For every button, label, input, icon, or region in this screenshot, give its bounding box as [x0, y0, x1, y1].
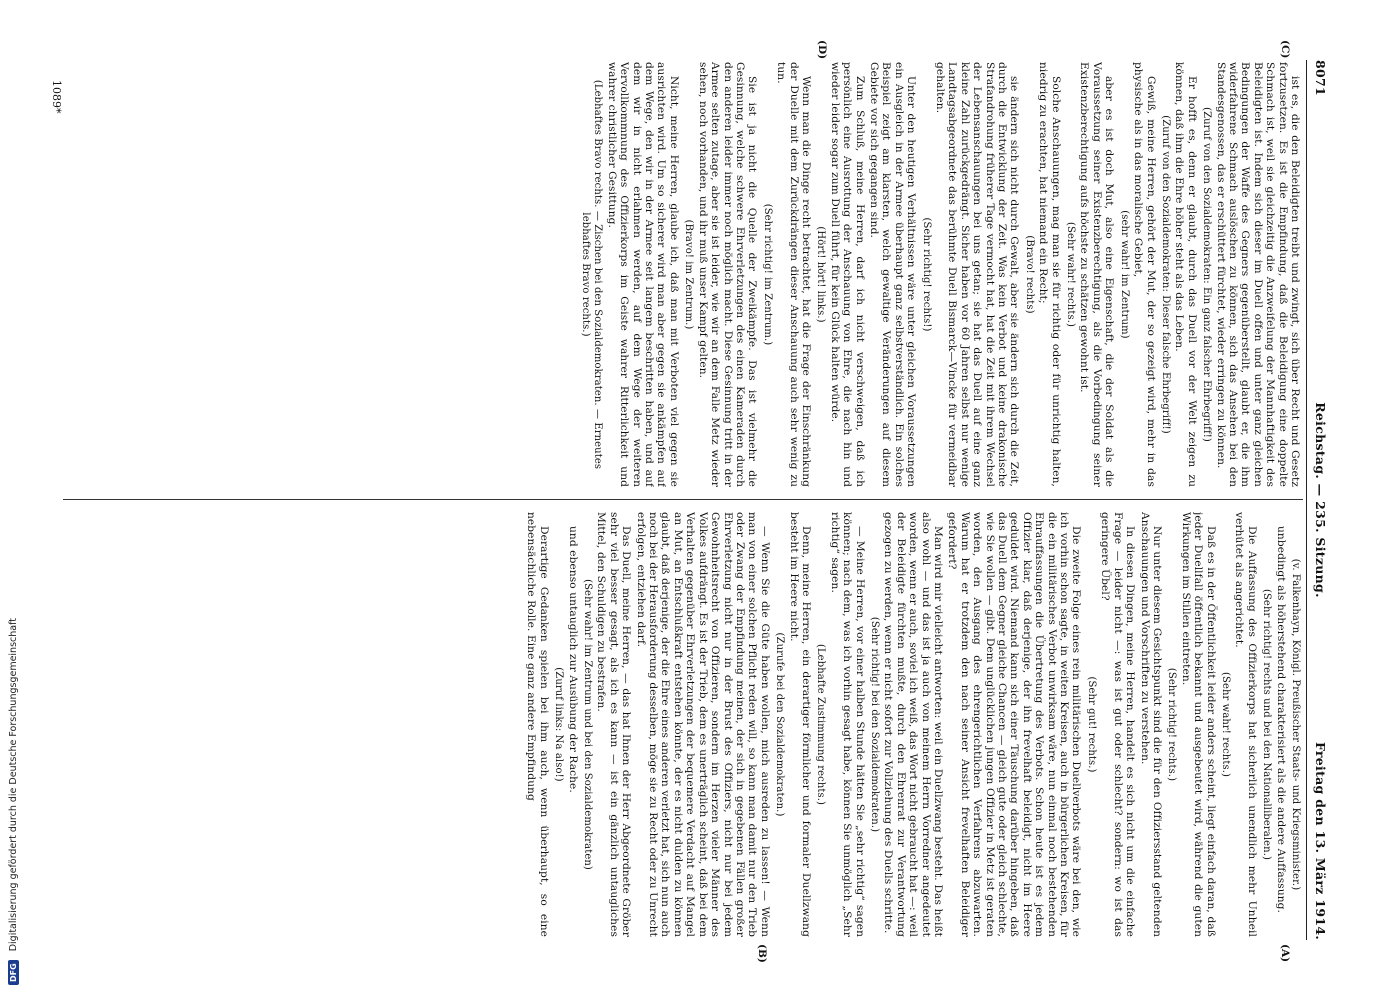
paragraph: Nicht, meine Herren, glaube ich, daß man mit Verboten viel gegen sie ausrichten wird. Um so sicherer wird man aber gegen sie ankämpfen auf dem Wege, den wir in der Armee seit langem beschritten haben, und auf dem wir in nicht erlahmen werden, auf dem Wege der weiteren Vervollkommnung des Offizierkorps im Geiste wahrer Ritterlichkeit und wahrer christlicher Gesittung.: [605, 62, 680, 487]
paragraph: ist es, die den Beleidigten treibt und zwingt, sich über Recht und Gesetz fortzusetzen. Es ist die Empfindung, daß die Beleidigung eine doppelte Schmach ist, weil sie gleichzeitig die Anzweifelung der Mannhaftigkeit des Beleidigten ist. Indem sich dieser im Duell offen und unter ganz gleichen Bedingungen der Waffe des Gegners gegenüberstellt, glaubt er, die ihm widerfahrene Schmach auslöschen zu können, sich das Ansehen bei den Standesgenossen, das er erschüttert fürchtet, wieder erringen zu können.: [1214, 62, 1301, 487]
dfg-logo: DFG: [8, 960, 19, 985]
paragraph: unbedingt als höherstehend charakterisiert als die andere Auffassung.: [1274, 526, 1287, 914]
paragraph: (Sehr richtig! rechts.): [1166, 667, 1178, 782]
paragraph: Solche Anschauungen, mag man sie für richtig oder für unrichtig halten, niedrig zu erachten, hat niemand ein Recht;: [1037, 62, 1062, 487]
margin-letter-d: (D): [816, 40, 828, 60]
paragraph: Derartige Gedanken spielen bei ihm auch, wenn überhaupt, so eine nebensächliche Rolle. Eine ganz andere Empfindung: [525, 512, 550, 937]
paragraph: (Zuruf von den Sozialdemokraten: Dieser falsche Ehrbegriff!): [1159, 115, 1171, 434]
paragraph: (Zuruf links: Na also!): [553, 667, 565, 782]
text-column-right: [71, 512, 1301, 937]
paragraph: (Hört! hört! links.): [815, 226, 827, 323]
paragraph: Sie ist ja nicht die Quelle der Zweikämpfe. Das ist vielmehr die Gesinnung, welche schwere Ehrverletzungen des einen Kameraden durch den anderen leider immer noch möglich macht. Diese Gesinnung tritt in der Armee selten zutage, aber sie ist leider, wie wir an dem Falle Metz wieder sehen, noch vorhanden, und ihr muß unser Kampf gelten.: [696, 62, 759, 487]
credit-text: Digitalisierung gefördert durch die Deutsche Forschungsgemeinschaft: [8, 617, 19, 952]
paragraph: (Lebhafte Zustimmung rechts.): [815, 643, 827, 806]
paragraph: aber es ist doch Mut, also eine Eigenschaft, die der Soldat als die Voraussetzung seiner Existenzberechtigung, als die Vorbedingung seiner Existenzberechtigung aufs höchste zu schätzen gewohnt ist.: [1078, 62, 1116, 487]
margin-letter-b: (B): [756, 944, 768, 963]
paragraph: Gewiß, meine Herren, gehört der Mut, der so gezeigt wird, mehr in das physische als in das moralische Gebiet,: [1132, 62, 1157, 487]
margin-letter-c: (C): [1279, 40, 1291, 59]
page-number: 8071: [1313, 60, 1328, 96]
paragraph: Die Auffassung des Offizierkorps hat sicherlich unendlich mehr Unheil verhütet als angerichtet.: [1233, 512, 1258, 937]
margin-letter-a: (A): [1279, 944, 1291, 963]
paragraph: (Lebhaftes Bravo rechts. — Zischen bei den Sozialdemokraten. — Erneutes lebhaftes Bravo rechts.): [580, 79, 604, 470]
paragraph: (Bravo! rechts): [1023, 235, 1035, 314]
paragraph: (Sehr richtig! im Zentrum.): [761, 203, 773, 346]
paragraph: (Bravo! im Zentrum.): [683, 219, 695, 330]
paragraph: Daß es in der Öffentlichkeit leider anders scheint, liegt einfach daran, daß jeder Duellfall öffentlich bekannt und ausgebeutet wird, während die guten Wirkungen im Stillen eintreten.: [1179, 512, 1217, 937]
paragraph: Denn, meine Herren, ein derartiger förmlicher und formaler Duellzwang besteht im Heere nicht.: [787, 512, 812, 937]
paragraph: — Wenn Sie die Güte haben wollen, mich ausreden zu lassen! — Wenn man von einer solchen Pflicht reden will, so kann man damit nur den Trieb oder Zwang der Empfindung meinen, der sich in gegebenen Fällen großer Ehrverletzung nicht nur in der Brust des Offiziers, nicht nur bei jedem Gewohnheitsrecht von Offizieren, sondern im Herzen vieler Männer des Volkes aufdrängt. Es ist der Trieb, dem es unerträglich scheint, daß bei dem Verhalten gegenüber Ehrverletzungen der bequemere Verdacht auf Mangel an Mut, an Entschlußkraft entstehen könnte, der es nicht dulden zu können glaubt, daß derjenige, der die Ehre eines anderen verletzt hat, sich nun auch noch bei der Herausforderung desselben, möge sie zu Recht oder zu Unrecht erfolgen, entziehen darf.: [634, 512, 771, 937]
text-column-left: [71, 62, 1301, 487]
column-divider: [63, 499, 1303, 500]
header-date: Freitag den 13. März 1914.: [1313, 741, 1328, 940]
paragraph: Wenn man die Dinge recht betrachtet, hat die Frage der Einschränkung der Duelle mit dem Zurückdrängen dieser Anschauung auch sehr wenig zu tun.: [775, 62, 812, 487]
header-rule: [1306, 60, 1307, 940]
paragraph: (Sehr richtig! rechts und bei den Nationalliberalen.): [1261, 588, 1273, 860]
paragraph: (Sehr wahr! rechts.): [1065, 222, 1077, 327]
paragraph: (v. Falkenhayn, Königl. Preußischer Staats- und Kriegsminister.): [1290, 558, 1301, 891]
paragraph: (Sehr gut! rechts.): [1085, 676, 1097, 773]
paragraph: sie ändern sich nicht durch Gewalt, aber sie ändern sich durch die Zeit, durch die Entwicklung der Zeit. Was kein Verbot und keine drakonische Strafandrohung früherer Tage vermocht hat, hat die Zeit mit ihrem Wechsel der Lebensanschauungen bei uns getan; sie hat das Duell auf eine ganz kleine Zahl zurückgedrängt. Sicher haben vor 60 Jahren selbst nur wenige Landtagsabgeordnete das berühmte Duell Bismarck—Vincke für vermeidbar gehalten.: [934, 62, 1021, 487]
paragraph: (Sehr wahr! rechts.): [1219, 672, 1231, 777]
paragraph: (Sehr richtig! bei den Sozialdemokraten.): [869, 616, 880, 833]
paragraph: Nur unter diesem Gesichtspunkt sind die für den Offiziersstand geltenden Anschauungen und Vorschriften zu verstehen.: [1138, 512, 1163, 937]
paragraph: — Meine Herren, vor einer halben Stunde hätten Sie „sehr richtig“ sagen können; nach dem, was ich vorhin gesagt habe, können Sie unmöglich „Sehr richtig“ sagen.: [828, 512, 866, 937]
paragraph: Zum Schluß, meine Herren, darf ich nicht verschweigen, daß ich persönlich eine Ausrottung der Anschauung von Ehre, die nach hin und wieder leider sogar zum Duell führt, für kein Glück halten würde.: [828, 62, 866, 487]
header-title: Reichstag. — 235. Sitzung.: [1313, 402, 1328, 598]
page-header: [1310, 60, 1328, 940]
footer-number: 1089*: [50, 80, 63, 114]
paragraph: Das Duell, meine Herren, — das hat Ihnen der Herr Abgeordnete Gröber sehr viel besser gesagt, als ich es kann — ist ein gänzlich untaugliches Mittel, den Schuldigen zu bestrafen.: [595, 512, 633, 937]
paragraph: und ebenso untauglich zur Ausübung der Rache.: [566, 526, 579, 793]
digitization-credit: [8, 0, 22, 985]
paragraph: (Zurufe bei den Sozialdemokraten.): [774, 632, 786, 817]
paragraph: (Zuruf von den Sozialdemokraten: Ein ganz falscher Ehrbegriff!): [1201, 107, 1213, 442]
paragraph: (sehr wahr! im Zentrum): [1118, 210, 1130, 339]
paragraph: Unter den heutigen Verhältnissen wäre unter gleichen Voraussetzungen ein Ausgleich in der Armee überhaupt ganz selbstverständlich. Ein solches Beispiel zeigt am klarsten, welch gewaltige Veränderungen auf diesem Gebiete vor sich gegangen sind.: [868, 62, 918, 487]
paragraph: Die zweite Folge eines rein militärischen Duellverbots wäre bei den, wie ich vorhin schon sagte, in weiten Kreisen, auch in bürgerlichen Kreisen, für die ein militärisches Verbot unwirksam wäre, nun einmal noch bestehenden Ehrauffassungen die Übertretung des Verbots. Schon heute ist es jedem Offizier klar, daß derjenige, der ihn frevelhaft beleidigt, nicht im Heere geduldet wird. Niemand kann sich einer Täuschung darüber hingeben, daß das Duell dem Gegner gleiche Chancen — gleich gute oder gleich schlechte, wie Sie wollen — gibt. Dem unglücklichen jungen Offizier in Metz ist geraten worden, den Ausgang des ehrengerichtlichen Verfahrens abzuwarten. Warum hat er trotzdem den nach seiner Ansicht frevelhaften Beleidiger gefordert?: [946, 512, 1083, 937]
paragraph: In diesen Dingen, meine Herren, handelt es sich nicht um die einfache Frage — leider nicht —: was ist gut oder schlecht? sondern: wo ist das geringere Übel?: [1099, 512, 1137, 937]
paragraph: Man wird mir vielleicht antworten: weil ein Duellzwang besteht. Das heißt also wohl — und das ist ja auch von meinem Herrn Vorredner angedeutet worden, wenn er auch, soviel ich weiß, das Wort nicht gebraucht hat —: weil der Beleidigte fürchten mußte, durch den Ehrenrat zur Verantwortung gezogen zu werden, wenn er nicht sofort zur Vollziehung des Duells schritte.: [882, 512, 945, 937]
paragraph: (Sehr richtig! rechts!): [920, 217, 932, 332]
paragraph: Er hofft es, denn er glaubt, durch das Duell vor der Welt zeigen zu können, daß ihm die Ehre höher steht als das Leben.: [1173, 62, 1198, 487]
paragraph: (Sehr wahr! im Zentrum und bei den Sozialdemokraten): [582, 579, 594, 870]
